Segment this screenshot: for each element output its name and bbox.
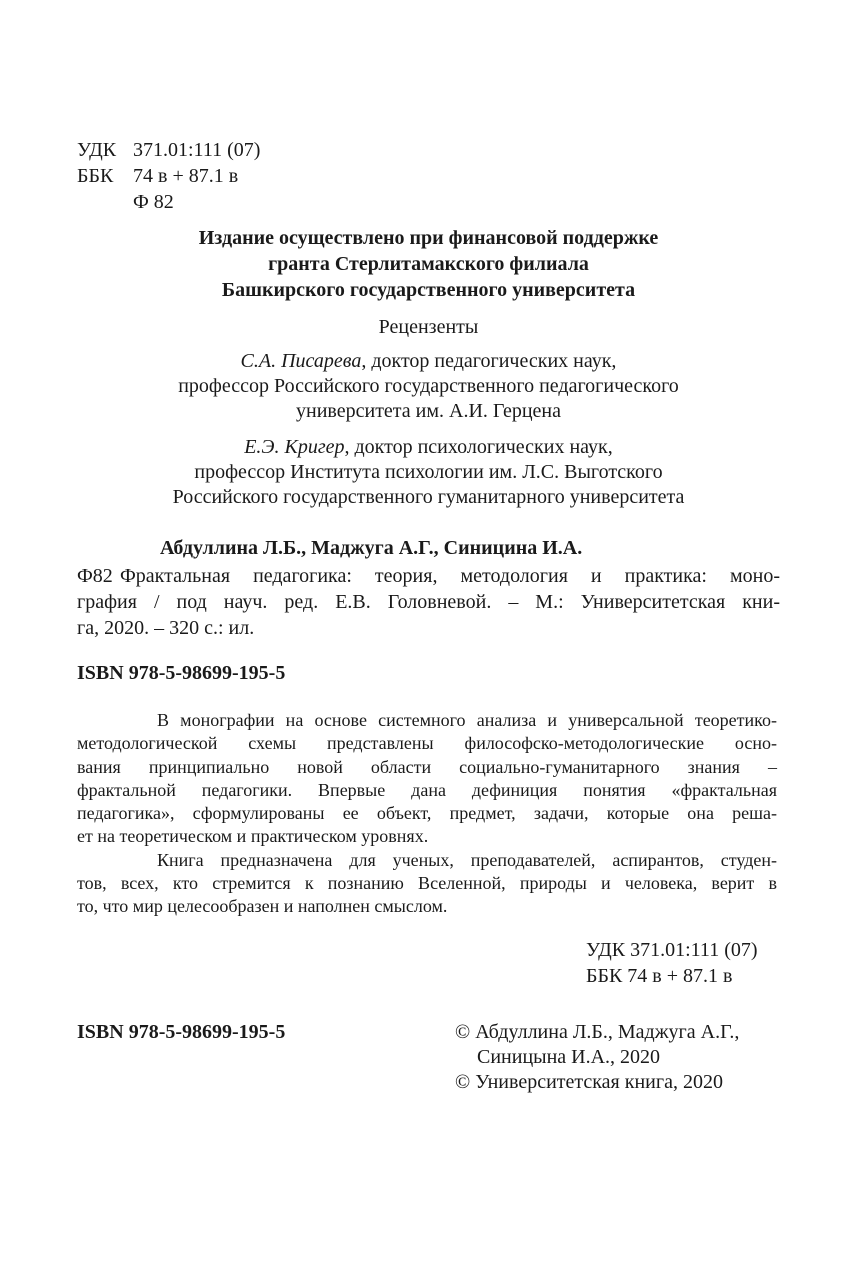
reviewer-name: Е.Э. Кригер bbox=[244, 436, 345, 458]
bib-line: графия / под науч. ред. Е.В. Головневой. – М.: Университетская кни- bbox=[77, 591, 780, 613]
bottom-udk: УДК 371.01:111 (07) bbox=[586, 939, 758, 961]
annotation-line: тов, всех, кто стремится к познанию Вселенной, природы и человека, верит в bbox=[77, 873, 777, 894]
support-note-line: гранта Стерлитамакского филиала bbox=[268, 253, 589, 275]
annotation-line: ет на теоретическом и практическом уровнях. bbox=[77, 826, 429, 847]
authors: Абдуллина Л.Б., Маджуга А.Г., Синицина И.А. bbox=[160, 537, 583, 559]
bottom-bbk: ББК 74 в + 87.1 в bbox=[586, 965, 733, 987]
reviewer-affiliation: университета им. А.И. Герцена bbox=[296, 400, 561, 422]
annotation-line: Книга предназначена для ученых, преподавателей, аспирантов, студен- bbox=[157, 849, 777, 870]
copyright-authors: © Абдуллина Л.Б., Маджуга А.Г., bbox=[455, 1021, 740, 1043]
bbk-value: 74 в + 87.1 в bbox=[133, 165, 239, 187]
bib-line: Фрактальная педагогика: теория, методология и практика: моно- bbox=[120, 565, 780, 587]
annotation bbox=[77, 709, 777, 919]
bbk-label: ББК bbox=[77, 165, 114, 187]
bib-mark: Ф82 bbox=[77, 565, 113, 587]
reviewers-heading: Рецензенты bbox=[378, 316, 479, 338]
annotation-line: педагогика», сформулированы ее объект, предмет, задачи, которые она реша- bbox=[77, 803, 777, 824]
annotation-line: фрактальной педагогики. Впервые дана дефиниция понятия «фрактальная bbox=[77, 779, 777, 800]
reviewer-degree: , доктор педагогических наук, bbox=[361, 350, 617, 372]
reviewer-position: профессор Института психологии им. Л.С. Выготского bbox=[194, 461, 663, 483]
copyright-publisher: © Университетская книга, 2020 bbox=[455, 1071, 723, 1093]
bib-line: га, 2020. – 320 с.: ил. bbox=[77, 617, 255, 639]
reviewer-degree: , доктор психологических наук, bbox=[344, 436, 613, 458]
reviewer-line bbox=[0, 434, 857, 460]
reviewer-affiliation: Российского государственного гуманитарного университета bbox=[172, 486, 685, 508]
footer-isbn: ISBN 978-5-98699-195-5 bbox=[77, 1021, 286, 1043]
udk-label: УДК bbox=[77, 139, 117, 161]
copyright-authors-cont: Синицына И.А., 2020 bbox=[477, 1046, 661, 1068]
annotation-line: методологической схемы представлены философско-методологические осно- bbox=[77, 733, 777, 754]
support-note-line: Башкирского государственного университета bbox=[221, 279, 636, 301]
annotation-line: вания принципиально новой области социально-гуманитарного знания – bbox=[77, 756, 777, 777]
reviewer-line bbox=[0, 348, 857, 374]
annotation-line: то, что мир целесообразен и наполнен смыслом. bbox=[77, 896, 448, 917]
reviewer-position: профессор Российского государственного педагогического bbox=[178, 375, 679, 397]
author-mark: Ф 82 bbox=[133, 191, 174, 213]
support-note-line: Издание осуществлено при финансовой поддержке bbox=[198, 227, 659, 249]
isbn: ISBN 978-5-98699-195-5 bbox=[77, 662, 286, 684]
reviewer-name: С.А. Писарева bbox=[240, 350, 362, 372]
annotation-line: В монографии на основе системного анализа и универсальной теоретико- bbox=[157, 710, 777, 730]
udk-value: 371.01:111 (07) bbox=[133, 139, 261, 161]
